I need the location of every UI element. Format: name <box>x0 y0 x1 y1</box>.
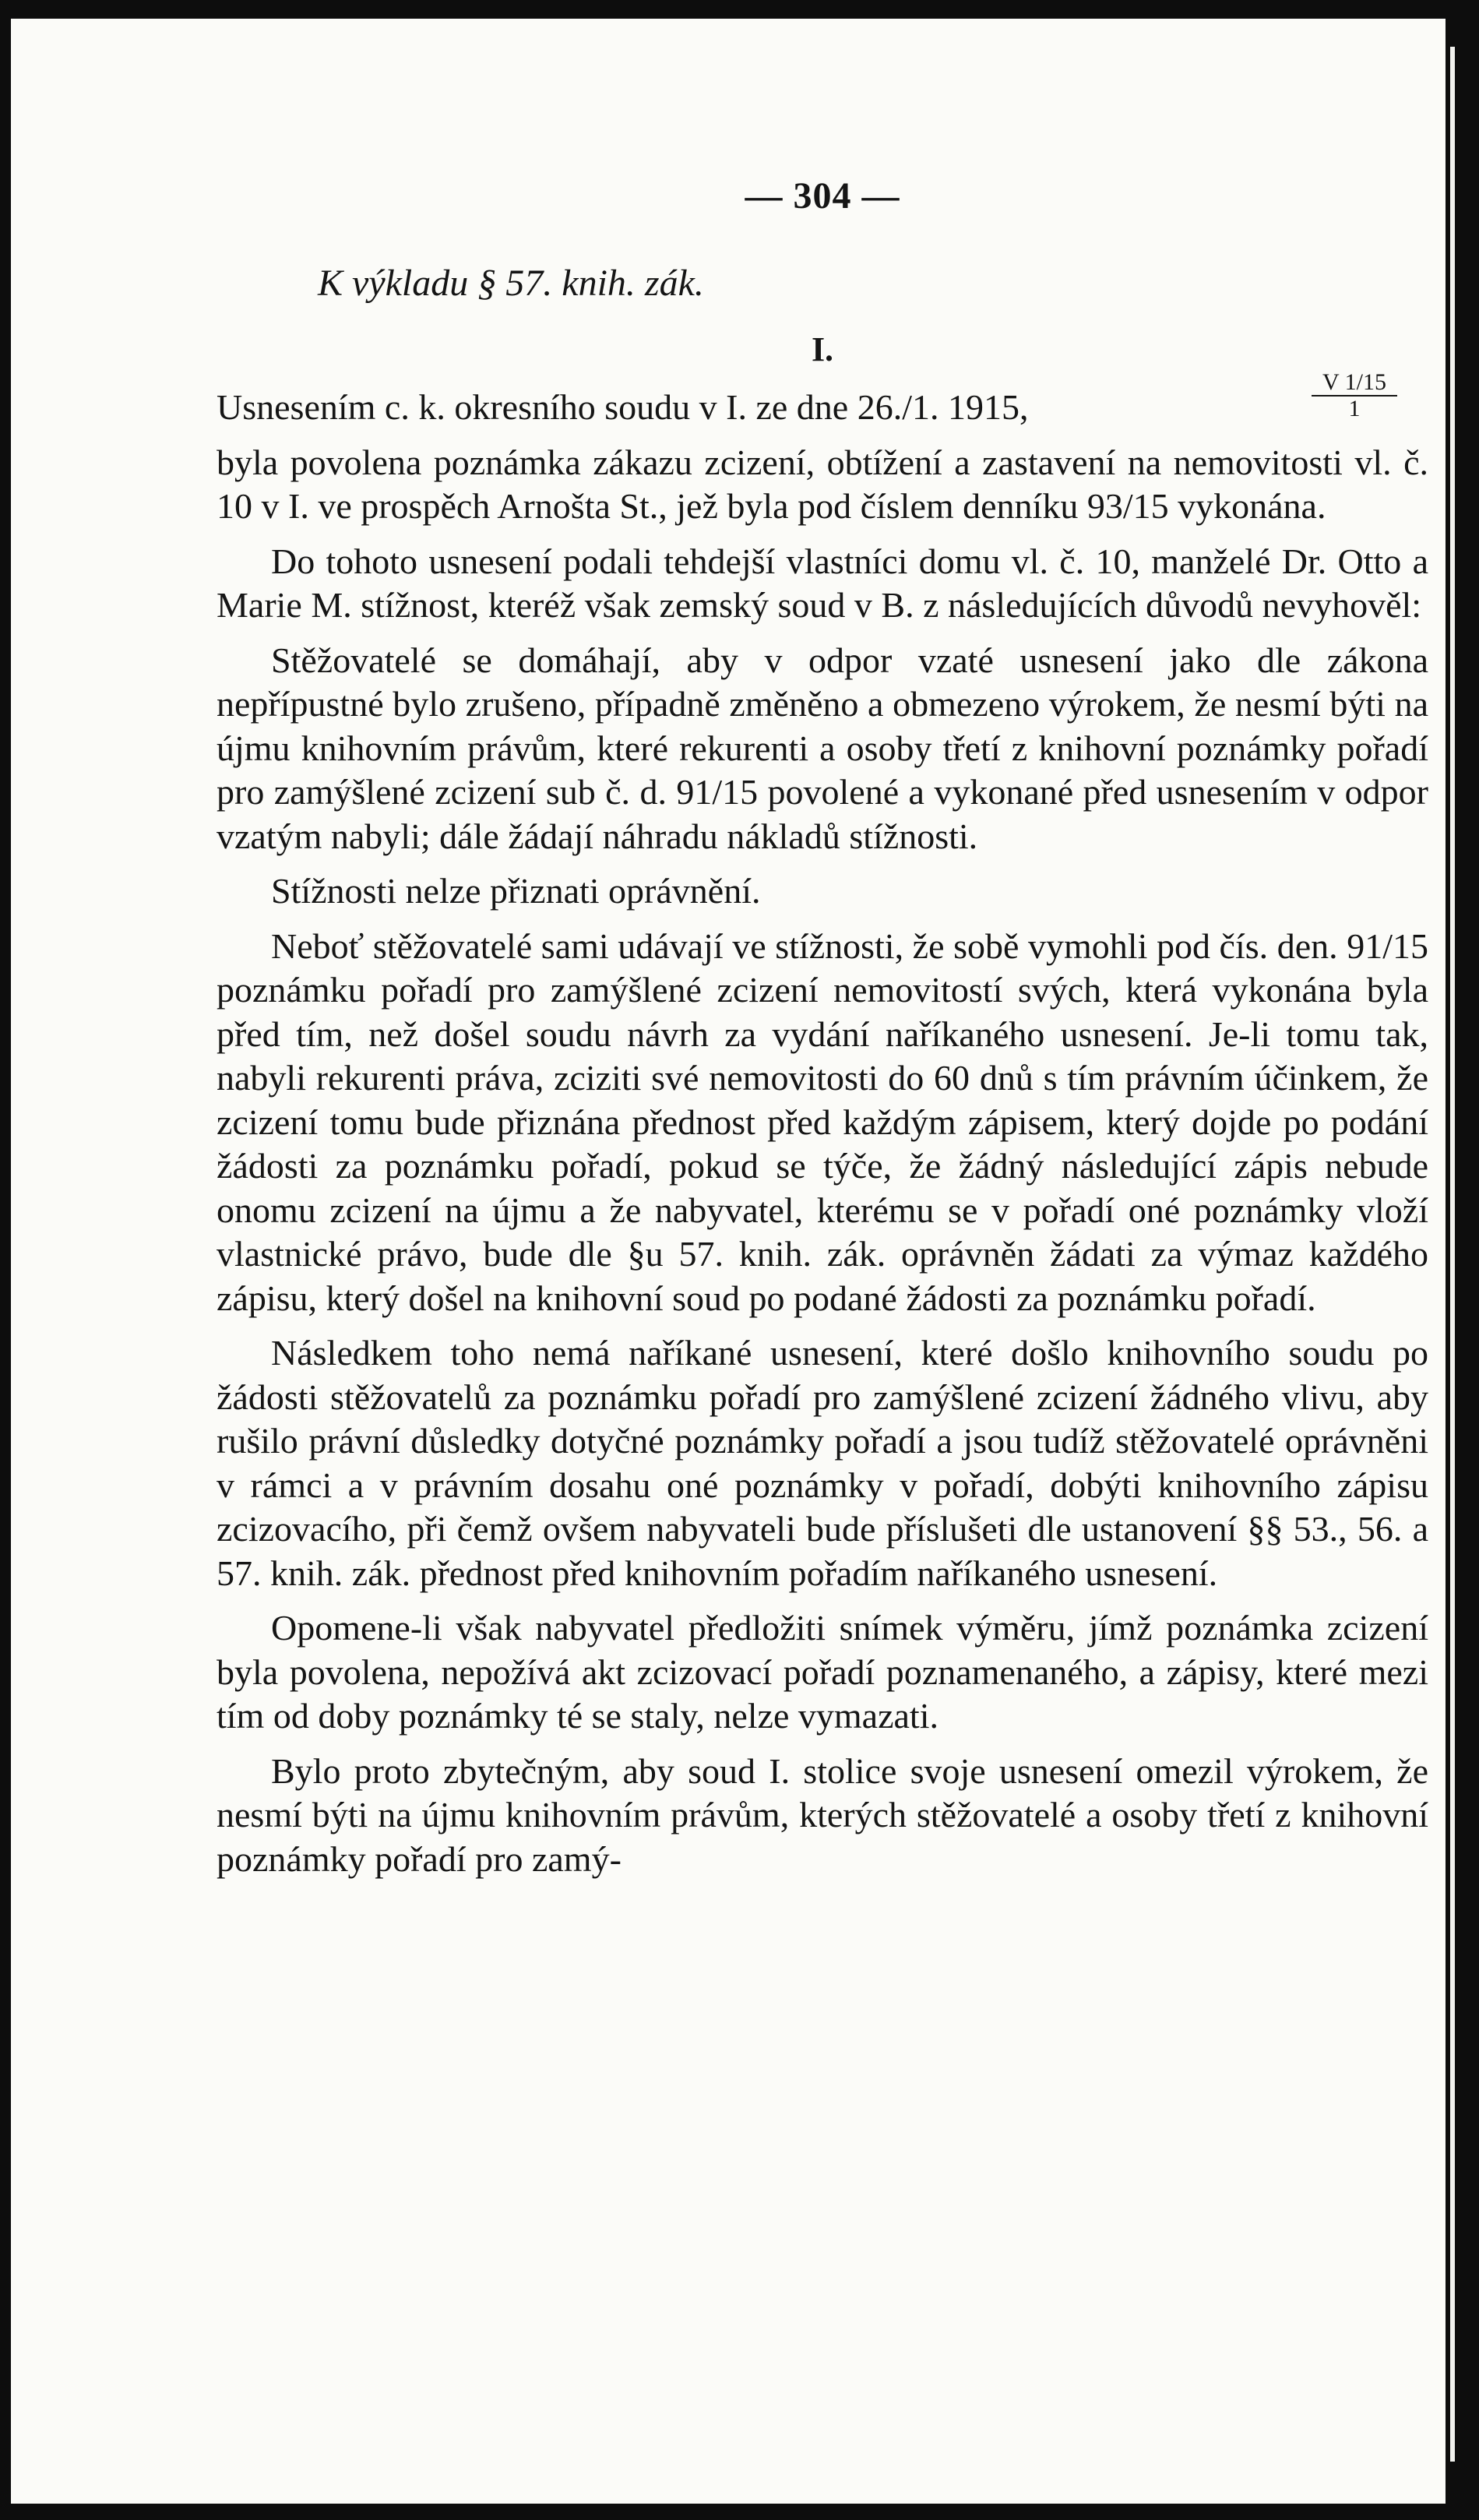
section-number: I. <box>811 330 834 368</box>
fraction-numerator: V 1/15 <box>1312 370 1397 397</box>
court-reference-fraction <box>1312 370 1397 421</box>
text-block <box>217 174 1428 1892</box>
page-number: — 304 — <box>745 175 900 217</box>
paragraph: Následkem toho nemá naříkané usnesení, které došlo knihovního soudu po žádosti stěžovatelů za poznámku pořadí pro zamýšlené zcizení žádného vlivu, aby rušilo právní důsledky dotyčné poznámky pořadí a jsou tudíž stěžovatelé oprávněni v rámci a v právním dosahu oné poznámky v pořadí, dobýti knihovního zápisu zcizovacího, při čemž ovšem nabyvateli bude příslušeti dle ustanovení §§ 53., 56. a 57. knih. zák. přednost před knihovním pořadím naříkaného usnesení. <box>217 1333 1428 1593</box>
section-heading: K výkladu § 57. knih. zák. <box>318 262 704 304</box>
fraction-denominator: 1 <box>1348 396 1361 421</box>
paragraph: byla povolena poznámka zákazu zcizení, obtížení a zastavení na nemovitosti vl. č. 10 v I. ve prospěch Arnošta St., jež byla pod číslem denníku 93/15 vykonána. <box>217 442 1428 526</box>
paragraph: Stížnosti nelze přiznati oprávnění. <box>271 871 761 911</box>
paragraph: Opomene-li však nabyvatel předložiti snímek výměru, jímž poznámka zcizení byla povolena, nepožívá akt zcizovací pořadí poznamenaného, a zápisy, které mezi tím od doby poznámky té se staly, nelze vymazati. <box>217 1608 1428 1736</box>
document-page <box>11 19 1446 2504</box>
first-line-text: Usnesením c. k. okresního soudu v I. ze dne 26./1. 1915, <box>217 387 1029 427</box>
paragraph: Stěžovatelé se domáhají, aby v odpor vzaté usnesení jako dle zákona nepřípustné bylo zrušeno, případně změněno a obmezeno výrokem, že nesmí býti na újmu knihovním právům, které rekurenti a osoby třetí z knihovní poznámky pořadí pro zamýšlené zcizení sub č. d. 91/15 povolené a vykonané před usnesením v odpor vzatým nabyli; dále žádají náhradu nákladů stížnosti. <box>217 640 1428 856</box>
paragraph: Do tohoto usnesení podali tehdejší vlastníci domu vl. č. 10, manželé Dr. Otto a Marie M. stížnost, kteréž však zemský soud v B. z následujících důvodů nevyhověl: <box>217 541 1428 625</box>
scan-edge-line <box>1450 47 1455 2462</box>
paragraph: Bylo proto zbytečným, aby soud I. stolice svoje usnesení omezil výrokem, že nesmí býti na újmu knihovním právům, kterých stěžovatelé a osoby třetí z knihovní poznámky pořadí pro zamý- <box>217 1750 1428 1879</box>
paragraph: Neboť stěžovatelé sami udávají ve stížnosti, že sobě vymohli pod čís. den. 91/15 poznámku pořadí pro zamýšlené zcizení nemovitostí svých, která vykonána byla před tím, než došel soudu návrh za vydání naříkaného usnesení. Je-li tomu tak, nabyli rekurenti práva, zciziti své nemovitosti do 60 dnů s tím právním účinkem, že zcizení tomu bude přiznána přednost před každým zápisem, který dojde po podání žádosti za poznámku pořadí, pokud se týče, že žádný následující zápis nebude onomu zcizení na újmu a že nabyvatel, kterému se v pořadí oné poznámky vloží vlastnické právo, bude dle §u 57. knih. zák. oprávněn žádati za výmaz každého zápisu, který došel na knihovní soud po podané žádosti za poznámku pořadí. <box>217 925 1428 1318</box>
first-line <box>217 369 1428 430</box>
